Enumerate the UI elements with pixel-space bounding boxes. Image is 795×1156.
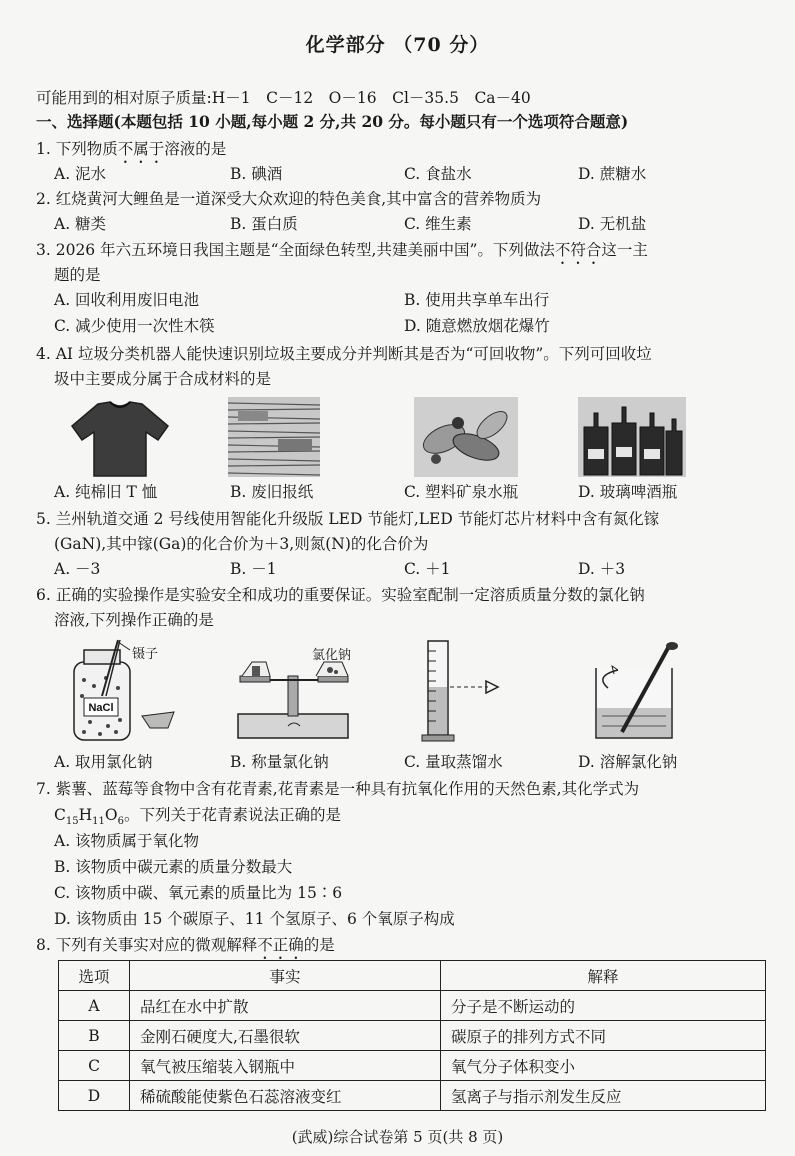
q4-option-a[interactable]: A. 纯棉旧 T 恤 <box>54 483 158 501</box>
q8-table <box>58 960 766 1111</box>
q1-option-d[interactable]: D. 蔗糖水 <box>578 165 647 183</box>
plastic-bottles-image <box>414 397 518 477</box>
table-header-row <box>59 961 766 991</box>
q1-option-a[interactable]: A. 泥水 <box>54 165 107 183</box>
q7-formula-line: $C_{15}H_{11}O_6$。下列关于花青素说法正确的是 <box>54 806 341 828</box>
q7-stem: 7. 紫薯、蓝莓等食物中含有花青素,花青素是一种具有抗氧化作用的天然色素,其化学式为 <box>36 780 640 798</box>
q2-options <box>0 212 795 236</box>
q2-option-a[interactable]: A. 糖类 <box>54 215 107 233</box>
table-cell: 氧气分子体积变小 <box>441 1051 766 1081</box>
q6-option-c[interactable]: C. 量取蒸馏水 <box>404 753 503 771</box>
q4-stem: 4. AI 垃圾分类机器人能快速识别垃圾主要成分并判断其是否为“可回收物”。下列可回收垃 <box>36 345 652 363</box>
q5-stem: 5. 兰州轨道交通 2 号线使用智能化升级版 LED 节能灯,LED 节能灯芯片材料中含有氮化镓 <box>36 510 660 528</box>
q7-option-c[interactable]: C. 该物质中碳、氧元素的质量比为 15∶6 <box>54 884 343 902</box>
q5-stem-cont: (GaN),其中镓(Ga)的化合价为＋3,则氮(N)的化合价为 <box>54 535 429 553</box>
q2-option-d[interactable]: D. 无机盐 <box>578 215 647 233</box>
q5-option-b[interactable]: B. －1 <box>230 560 277 578</box>
table-cell: B <box>59 1021 130 1051</box>
table-header: 解释 <box>441 961 766 991</box>
atomic-mass-note: 可能用到的相对原子质量:H－1 C－12 O－16 Cl－35.5 Ca－40 <box>36 89 531 107</box>
q3-stem-cont: 题的是 <box>54 266 101 284</box>
table-cell: 氢离子与指示剂发生反应 <box>441 1081 766 1111</box>
q3-option-c[interactable]: C. 减少使用一次性木筷 <box>54 317 215 335</box>
glass-bottles-image <box>578 397 686 477</box>
q7-option-b[interactable]: B. 该物质中碳元素的质量分数最大 <box>54 858 293 876</box>
q5-options <box>0 557 795 581</box>
q3-option-a[interactable]: A. 回收利用废旧电池 <box>54 291 200 309</box>
q6-option-a[interactable]: A. 取用氯化钠 <box>54 753 153 771</box>
table-cell: 品红在水中扩散 <box>130 991 441 1021</box>
q5-option-c[interactable]: C. ＋1 <box>404 560 451 578</box>
table-cell: C <box>59 1051 130 1081</box>
table-row <box>59 1051 766 1081</box>
graduated-cylinder-diagram <box>418 637 508 745</box>
newspaper-image <box>228 397 320 477</box>
q8-stem: 8. 下列有关事实对应的微观解释不正确的是 <box>36 936 335 954</box>
q6-stem: 6. 正确的实验操作是实验安全和成功的重要保证。实验室配制一定溶质质量分数的氯化钠 <box>36 586 645 604</box>
nacl-paper-label: 氯化钠 <box>312 648 352 663</box>
page-title: 化学部分 （70 分） <box>305 34 490 56</box>
q5-option-a[interactable]: A. －3 <box>54 560 101 578</box>
table-cell: A <box>59 991 130 1021</box>
q3-stem: 3. 2026 年六五环境日我国主题是“全面绿色转型,共建美丽中国”。下列做法不符合这一主 <box>36 241 648 259</box>
table-cell: D <box>59 1081 130 1111</box>
table-cell: 金刚石硬度大,石墨很软 <box>130 1021 441 1051</box>
q1-options <box>0 162 795 186</box>
table-row <box>59 991 766 1021</box>
q6-option-d[interactable]: D. 溶解氯化钠 <box>578 753 678 771</box>
tshirt-image <box>68 398 172 478</box>
table-header: 选项 <box>59 961 130 991</box>
q2-option-b[interactable]: B. 蛋白质 <box>230 215 298 233</box>
q4-option-c[interactable]: C. 塑料矿泉水瓶 <box>404 483 519 501</box>
q6-stem-cont: 溶液,下列操作正确的是 <box>54 611 214 629</box>
nacl-bottle-label: NaCl <box>88 702 114 714</box>
q4-options <box>0 480 795 504</box>
q5-option-d[interactable]: D. ＋3 <box>578 560 626 578</box>
table-header: 事实 <box>130 961 441 991</box>
q4-option-b[interactable]: B. 废旧报纸 <box>230 483 314 501</box>
q3-options <box>0 288 795 338</box>
q7-option-a[interactable]: A. 该物质属于氧化物 <box>54 832 200 850</box>
q6-option-b[interactable]: B. 称量氯化钠 <box>230 753 329 771</box>
page-footer: (武威)综合试卷第 5 页(共 8 页) <box>291 1128 504 1146</box>
q4-stem-cont: 圾中主要成分属于合成材料的是 <box>54 370 272 388</box>
beaker-stirring-diagram <box>586 642 690 744</box>
q7-formula: $C_{15}H_{11}O_6$ <box>54 806 124 828</box>
q3-option-b[interactable]: B. 使用共享单车出行 <box>404 291 550 309</box>
nacl-bottle-tweezers-diagram <box>60 636 190 744</box>
table-row <box>59 1021 766 1051</box>
table-cell: 碳原子的排列方式不同 <box>441 1021 766 1051</box>
table-cell: 氧气被压缩装入钢瓶中 <box>130 1051 441 1081</box>
q1-option-b[interactable]: B. 碘酒 <box>230 165 283 183</box>
q7-option-d[interactable]: D. 该物质由 15 个碳原子、11 个氢原子、6 个氧原子构成 <box>54 910 455 928</box>
q1-option-c[interactable]: C. 食盐水 <box>404 165 472 183</box>
q4-option-d[interactable]: D. 玻璃啤酒瓶 <box>578 483 678 501</box>
q2-stem: 2. 红烧黄河大鲤鱼是一道深受大众欢迎的特色美食,其中富含的营养物质为 <box>36 190 542 208</box>
section-heading: 一、选择题(本题包括 10 小题,每小题 2 分,共 20 分。每小题只有一个选项符合题意) <box>36 112 629 131</box>
table-cell: 分子是不断运动的 <box>441 991 766 1021</box>
q6-options <box>0 750 795 774</box>
table-row <box>59 1081 766 1111</box>
tweezers-label: 镊子 <box>132 647 159 662</box>
q1-stem: 1. 下列物质不属于溶液的是 <box>36 140 227 158</box>
q3-option-d[interactable]: D. 随意燃放烟花爆竹 <box>404 317 550 335</box>
q2-option-c[interactable]: C. 维生素 <box>404 215 472 233</box>
table-cell: 稀硫酸能使紫色石蕊溶液变红 <box>130 1081 441 1111</box>
